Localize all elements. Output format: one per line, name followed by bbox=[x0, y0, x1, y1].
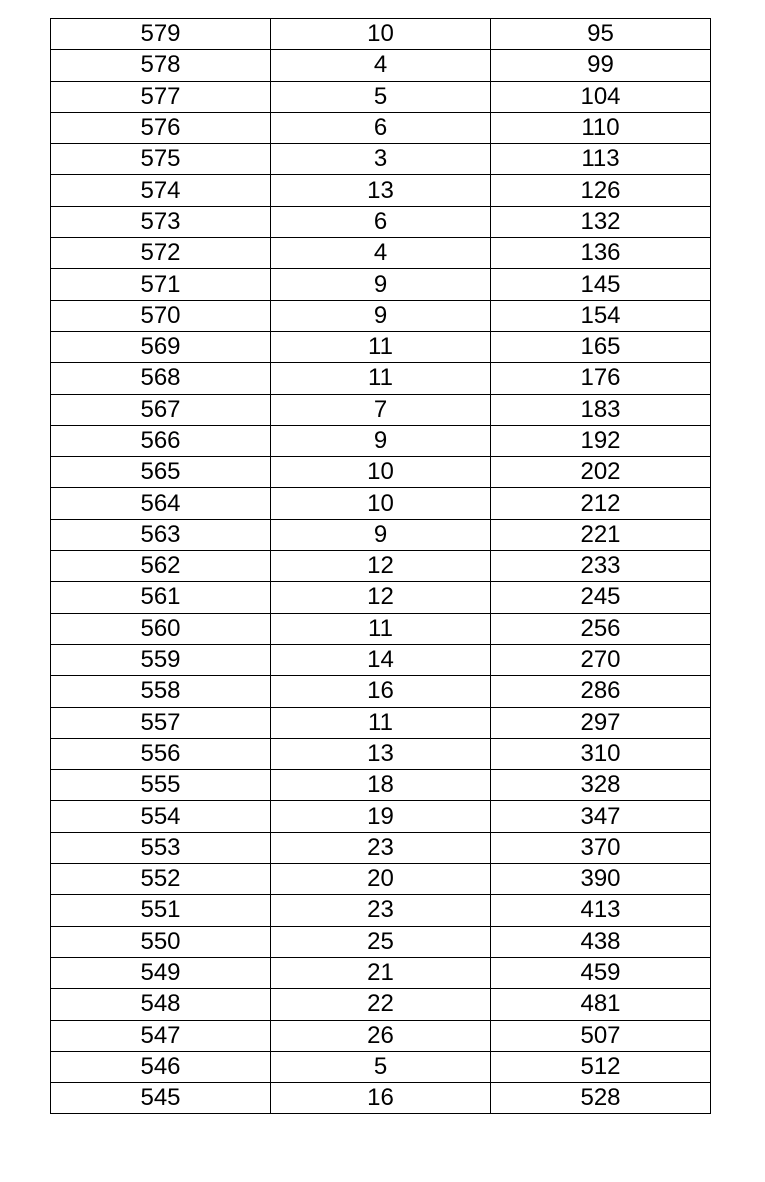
score-cell: 548 bbox=[51, 989, 271, 1020]
table-row bbox=[51, 175, 711, 206]
cumulative-cell: 528 bbox=[491, 1083, 711, 1114]
table-row bbox=[51, 832, 711, 863]
table-row bbox=[51, 457, 711, 488]
count-cell: 6 bbox=[271, 206, 491, 237]
count-cell: 20 bbox=[271, 864, 491, 895]
count-cell: 12 bbox=[271, 551, 491, 582]
score-cell: 569 bbox=[51, 331, 271, 362]
table-row bbox=[51, 425, 711, 456]
cumulative-cell: 145 bbox=[491, 269, 711, 300]
score-table bbox=[50, 18, 711, 1114]
table-row bbox=[51, 1083, 711, 1114]
count-cell: 22 bbox=[271, 989, 491, 1020]
cumulative-cell: 438 bbox=[491, 926, 711, 957]
cumulative-cell: 297 bbox=[491, 707, 711, 738]
count-cell: 9 bbox=[271, 519, 491, 550]
score-cell: 577 bbox=[51, 81, 271, 112]
table-row bbox=[51, 238, 711, 269]
cumulative-cell: 233 bbox=[491, 551, 711, 582]
score-cell: 567 bbox=[51, 394, 271, 425]
count-cell: 14 bbox=[271, 644, 491, 675]
table-row bbox=[51, 676, 711, 707]
cumulative-cell: 347 bbox=[491, 801, 711, 832]
count-cell: 4 bbox=[271, 50, 491, 81]
score-cell: 556 bbox=[51, 738, 271, 769]
cumulative-cell: 507 bbox=[491, 1020, 711, 1051]
cumulative-cell: 202 bbox=[491, 457, 711, 488]
table-row bbox=[51, 300, 711, 331]
score-cell: 566 bbox=[51, 425, 271, 456]
table-row bbox=[51, 989, 711, 1020]
count-cell: 3 bbox=[271, 144, 491, 175]
table-row bbox=[51, 738, 711, 769]
count-cell: 9 bbox=[271, 425, 491, 456]
score-cell: 574 bbox=[51, 175, 271, 206]
score-cell: 568 bbox=[51, 363, 271, 394]
table-row bbox=[51, 331, 711, 362]
cumulative-cell: 286 bbox=[491, 676, 711, 707]
count-cell: 5 bbox=[271, 81, 491, 112]
table-row bbox=[51, 19, 711, 50]
cumulative-cell: 328 bbox=[491, 770, 711, 801]
score-cell: 572 bbox=[51, 238, 271, 269]
score-cell: 558 bbox=[51, 676, 271, 707]
cumulative-cell: 413 bbox=[491, 895, 711, 926]
cumulative-cell: 110 bbox=[491, 112, 711, 143]
score-cell: 546 bbox=[51, 1051, 271, 1082]
count-cell: 13 bbox=[271, 175, 491, 206]
table-row bbox=[51, 707, 711, 738]
count-cell: 9 bbox=[271, 300, 491, 331]
score-cell: 570 bbox=[51, 300, 271, 331]
table-row bbox=[51, 644, 711, 675]
cumulative-cell: 245 bbox=[491, 582, 711, 613]
table-row bbox=[51, 81, 711, 112]
count-cell: 16 bbox=[271, 1083, 491, 1114]
cumulative-cell: 481 bbox=[491, 989, 711, 1020]
count-cell: 4 bbox=[271, 238, 491, 269]
cumulative-cell: 512 bbox=[491, 1051, 711, 1082]
cumulative-cell: 370 bbox=[491, 832, 711, 863]
count-cell: 11 bbox=[271, 331, 491, 362]
cumulative-cell: 212 bbox=[491, 488, 711, 519]
cumulative-cell: 183 bbox=[491, 394, 711, 425]
cumulative-cell: 221 bbox=[491, 519, 711, 550]
table-row bbox=[51, 1051, 711, 1082]
score-table-body bbox=[51, 19, 711, 1114]
score-cell: 551 bbox=[51, 895, 271, 926]
table-row bbox=[51, 895, 711, 926]
score-cell: 560 bbox=[51, 613, 271, 644]
count-cell: 26 bbox=[271, 1020, 491, 1051]
score-cell: 559 bbox=[51, 644, 271, 675]
count-cell: 16 bbox=[271, 676, 491, 707]
cumulative-cell: 99 bbox=[491, 50, 711, 81]
cumulative-cell: 104 bbox=[491, 81, 711, 112]
cumulative-cell: 310 bbox=[491, 738, 711, 769]
cumulative-cell: 132 bbox=[491, 206, 711, 237]
cumulative-cell: 113 bbox=[491, 144, 711, 175]
table-row bbox=[51, 112, 711, 143]
count-cell: 10 bbox=[271, 457, 491, 488]
cumulative-cell: 95 bbox=[491, 19, 711, 50]
count-cell: 23 bbox=[271, 832, 491, 863]
score-cell: 563 bbox=[51, 519, 271, 550]
score-cell: 545 bbox=[51, 1083, 271, 1114]
count-cell: 7 bbox=[271, 394, 491, 425]
cumulative-cell: 459 bbox=[491, 957, 711, 988]
score-cell: 571 bbox=[51, 269, 271, 300]
count-cell: 10 bbox=[271, 19, 491, 50]
table-row bbox=[51, 363, 711, 394]
table-row bbox=[51, 926, 711, 957]
table-row bbox=[51, 519, 711, 550]
table-row bbox=[51, 551, 711, 582]
score-cell: 562 bbox=[51, 551, 271, 582]
count-cell: 21 bbox=[271, 957, 491, 988]
score-cell: 576 bbox=[51, 112, 271, 143]
score-cell: 564 bbox=[51, 488, 271, 519]
count-cell: 10 bbox=[271, 488, 491, 519]
table-row bbox=[51, 488, 711, 519]
score-cell: 575 bbox=[51, 144, 271, 175]
cumulative-cell: 136 bbox=[491, 238, 711, 269]
score-cell: 555 bbox=[51, 770, 271, 801]
score-cell: 579 bbox=[51, 19, 271, 50]
count-cell: 11 bbox=[271, 613, 491, 644]
score-cell: 565 bbox=[51, 457, 271, 488]
score-cell: 578 bbox=[51, 50, 271, 81]
table-row bbox=[51, 864, 711, 895]
cumulative-cell: 154 bbox=[491, 300, 711, 331]
table-row bbox=[51, 1020, 711, 1051]
score-cell: 561 bbox=[51, 582, 271, 613]
score-cell: 573 bbox=[51, 206, 271, 237]
cumulative-cell: 192 bbox=[491, 425, 711, 456]
table-row bbox=[51, 206, 711, 237]
table-row bbox=[51, 50, 711, 81]
score-cell: 552 bbox=[51, 864, 271, 895]
count-cell: 5 bbox=[271, 1051, 491, 1082]
score-cell: 554 bbox=[51, 801, 271, 832]
table-row bbox=[51, 144, 711, 175]
count-cell: 11 bbox=[271, 707, 491, 738]
table-row bbox=[51, 957, 711, 988]
table-row bbox=[51, 770, 711, 801]
cumulative-cell: 270 bbox=[491, 644, 711, 675]
count-cell: 11 bbox=[271, 363, 491, 394]
count-cell: 23 bbox=[271, 895, 491, 926]
score-cell: 547 bbox=[51, 1020, 271, 1051]
cumulative-cell: 176 bbox=[491, 363, 711, 394]
count-cell: 25 bbox=[271, 926, 491, 957]
count-cell: 9 bbox=[271, 269, 491, 300]
cumulative-cell: 126 bbox=[491, 175, 711, 206]
cumulative-cell: 256 bbox=[491, 613, 711, 644]
score-cell: 549 bbox=[51, 957, 271, 988]
table-row bbox=[51, 582, 711, 613]
table-row bbox=[51, 801, 711, 832]
count-cell: 12 bbox=[271, 582, 491, 613]
table-row bbox=[51, 394, 711, 425]
score-cell: 550 bbox=[51, 926, 271, 957]
count-cell: 6 bbox=[271, 112, 491, 143]
count-cell: 13 bbox=[271, 738, 491, 769]
score-cell: 553 bbox=[51, 832, 271, 863]
score-cell: 557 bbox=[51, 707, 271, 738]
cumulative-cell: 390 bbox=[491, 864, 711, 895]
table-row bbox=[51, 269, 711, 300]
table-row bbox=[51, 613, 711, 644]
cumulative-cell: 165 bbox=[491, 331, 711, 362]
count-cell: 18 bbox=[271, 770, 491, 801]
count-cell: 19 bbox=[271, 801, 491, 832]
